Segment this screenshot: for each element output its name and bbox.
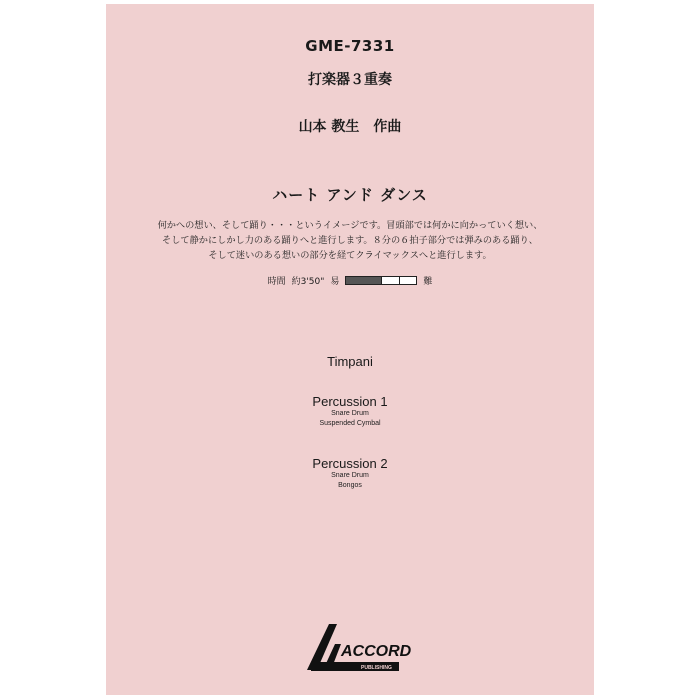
instrument-item: Snare Drum — [331, 472, 369, 479]
part-name: Percussion 2 — [312, 456, 388, 471]
part-percussion-2 — [106, 456, 594, 491]
catalog-code: GME-7331 — [305, 37, 395, 55]
description — [128, 218, 572, 263]
part-percussion-1 — [106, 394, 594, 429]
composer-credit: 山本 教生 作曲 — [298, 119, 402, 135]
duration-value: 約3'50" — [291, 277, 325, 287]
description-line: 何かへの想い、そして踊り・・・というイメージです。冒頭部では何かに向かっていく想い、 — [157, 220, 543, 231]
difficulty-meter-fill — [346, 277, 381, 284]
difficulty-easy-label: 易 — [330, 277, 340, 287]
score-cover — [106, 4, 594, 695]
logo-subtext: PUBLISHING — [361, 665, 392, 671]
logo-text: ACCORD — [341, 643, 412, 660]
part-timpani — [106, 354, 594, 369]
difficulty-meter-tick — [399, 277, 417, 284]
duration-difficulty-row — [106, 274, 594, 287]
instrument-item: Suspended Cymbal — [319, 420, 381, 427]
duration-label: 時間 — [267, 277, 286, 287]
ensemble-type: 打楽器３重奏 — [308, 72, 392, 88]
instrument-item: Bongos — [338, 482, 362, 489]
difficulty-meter — [345, 276, 417, 285]
description-line: そして静かにしかし力のある踊りへと進行します。８分の６拍子部分では弾みのある踊り、 — [162, 235, 538, 246]
part-name: Timpani — [327, 354, 373, 369]
part-name: Percussion 1 — [312, 394, 388, 409]
difficulty-hard-label: 難 — [423, 277, 433, 287]
description-line: そして迷いのある想いの部分を経てクライマックスへと進行します。 — [208, 250, 492, 261]
piece-title: ハート アンド ダンス — [272, 186, 428, 204]
accord-publishing-logo — [301, 618, 412, 676]
instrument-item: Snare Drum — [331, 410, 369, 417]
difficulty-meter-tick — [381, 277, 399, 284]
